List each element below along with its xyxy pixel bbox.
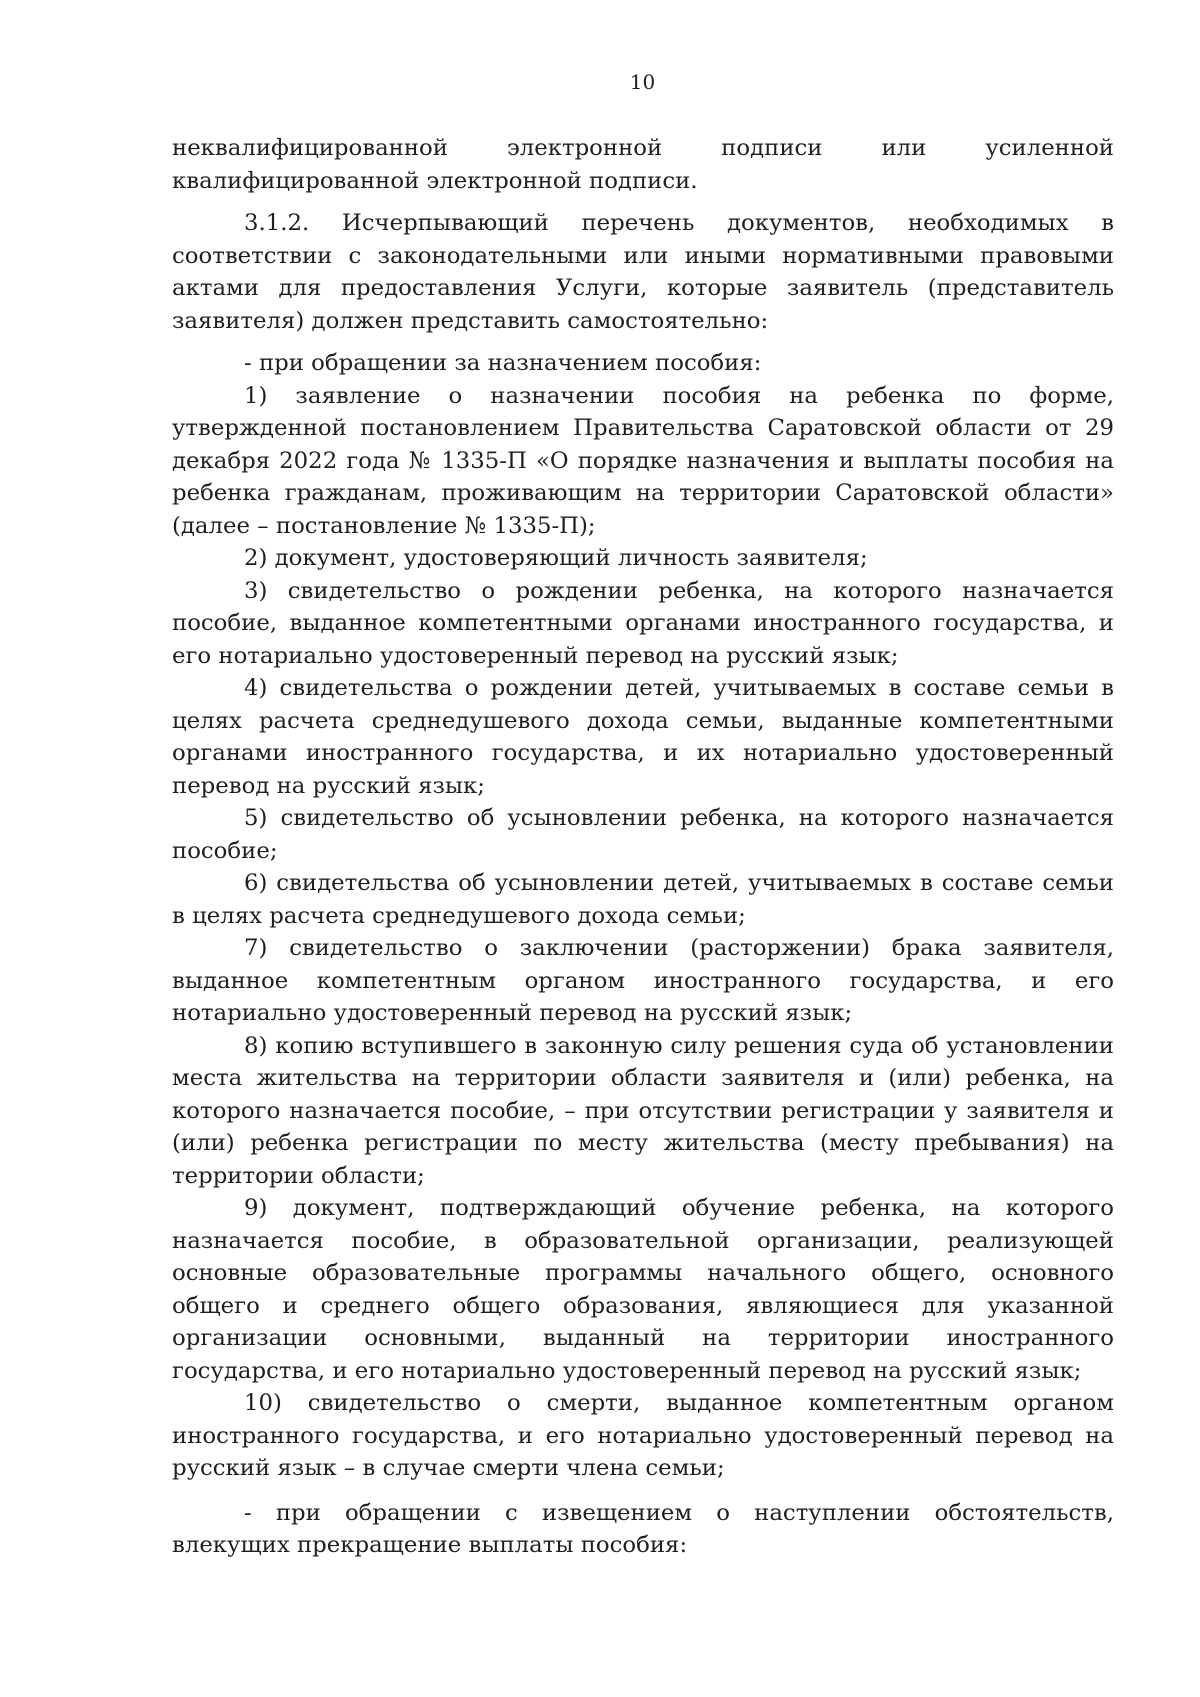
- paragraph-termination-notice-heading: - при обращении с извещением о наступлении обстоятельств, влекущих прекращение выплаты пособия:: [172, 1499, 1114, 1558]
- list-item-7: 7) свидетельство о заключении (расторжении) брака заявителя, выданное компетентным органом иностранного государства, и его нотариально удостоверенный перевод на русский язык;: [172, 935, 1114, 1026]
- list-item-10: 10) свидетельство о смерти, выданное компетентным органом иностранного государства, и его нотариально удостоверенный перевод на русский язык – в случае смерти члена семьи;: [172, 1390, 1114, 1481]
- list-item-9: 9) документ, подтверждающий обучение ребенка, на которого назначается пособие, в образовательной организации, реализующей основные образовательные программы начального общего, основного общего и среднего общего образования, являющиеся для указанной организации основными, выданный на территории иностранного государства, и его нотариально удостоверенный перевод на русский язык;: [172, 1195, 1114, 1384]
- page-number: 10: [629, 70, 656, 94]
- list-item-5: 5) свидетельство об усыновлении ребенка, на которого назначается пособие;: [172, 805, 1114, 864]
- list-item-1: 1) заявление о назначении пособия на ребенка по форме, утвержденной постановлением Правительства Саратовской области от 29 декабря 2022 года № 1335-П «О порядке назначения и выплаты пособия на ребенка гражданам, проживающим на территории Саратовской области» (далее – постановление № 1335-П);: [172, 382, 1114, 539]
- document-body: [172, 132, 1114, 1562]
- list-item-4: 4) свидетельства о рождении детей, учитываемых в составе семьи в целях расчета среднедушевого дохода семьи, выданные компетентными органами иностранного государства, и их нотариально удостоверенный перевод на русский язык;: [172, 675, 1114, 799]
- paragraph-benefit-application-heading: - при обращении за назначением пособия:: [244, 350, 762, 376]
- list-item-6: 6) свидетельства об усыновлении детей, учитываемых в составе семьи в целях расчета среднедушевого дохода семьи;: [172, 870, 1114, 929]
- paragraph-3-1-2: 3.1.2. Исчерпывающий перечень документов, необходимых в соответствии с законодательными или иными нормативными правовыми актами для предоставления Услуги, которые заявитель (представитель заявителя) должен представить самостоятельно:: [172, 210, 1114, 334]
- list-item-3: 3) свидетельство о рождении ребенка, на которого назначается пособие, выданное компетентными органами иностранного государства, и его нотариально удостоверенный перевод на русский язык;: [172, 577, 1114, 669]
- list-item-2: 2) документ, удостоверяющий личность заявителя;: [244, 545, 868, 571]
- paragraph-signature-continuation: неквалифицированной электронной подписи или усиленной квалифицированной электронной подписи.: [172, 135, 1114, 194]
- list-item-8: 8) копию вступившего в законную силу решения суда об установлении места жительства на территории области заявителя и (или) ребенка, на которого назначается пособие, – при отсутствии регистрации у заявителя и (или) ребенка регистрации по месту жительства (месту пребывания) на территории области;: [172, 1032, 1114, 1189]
